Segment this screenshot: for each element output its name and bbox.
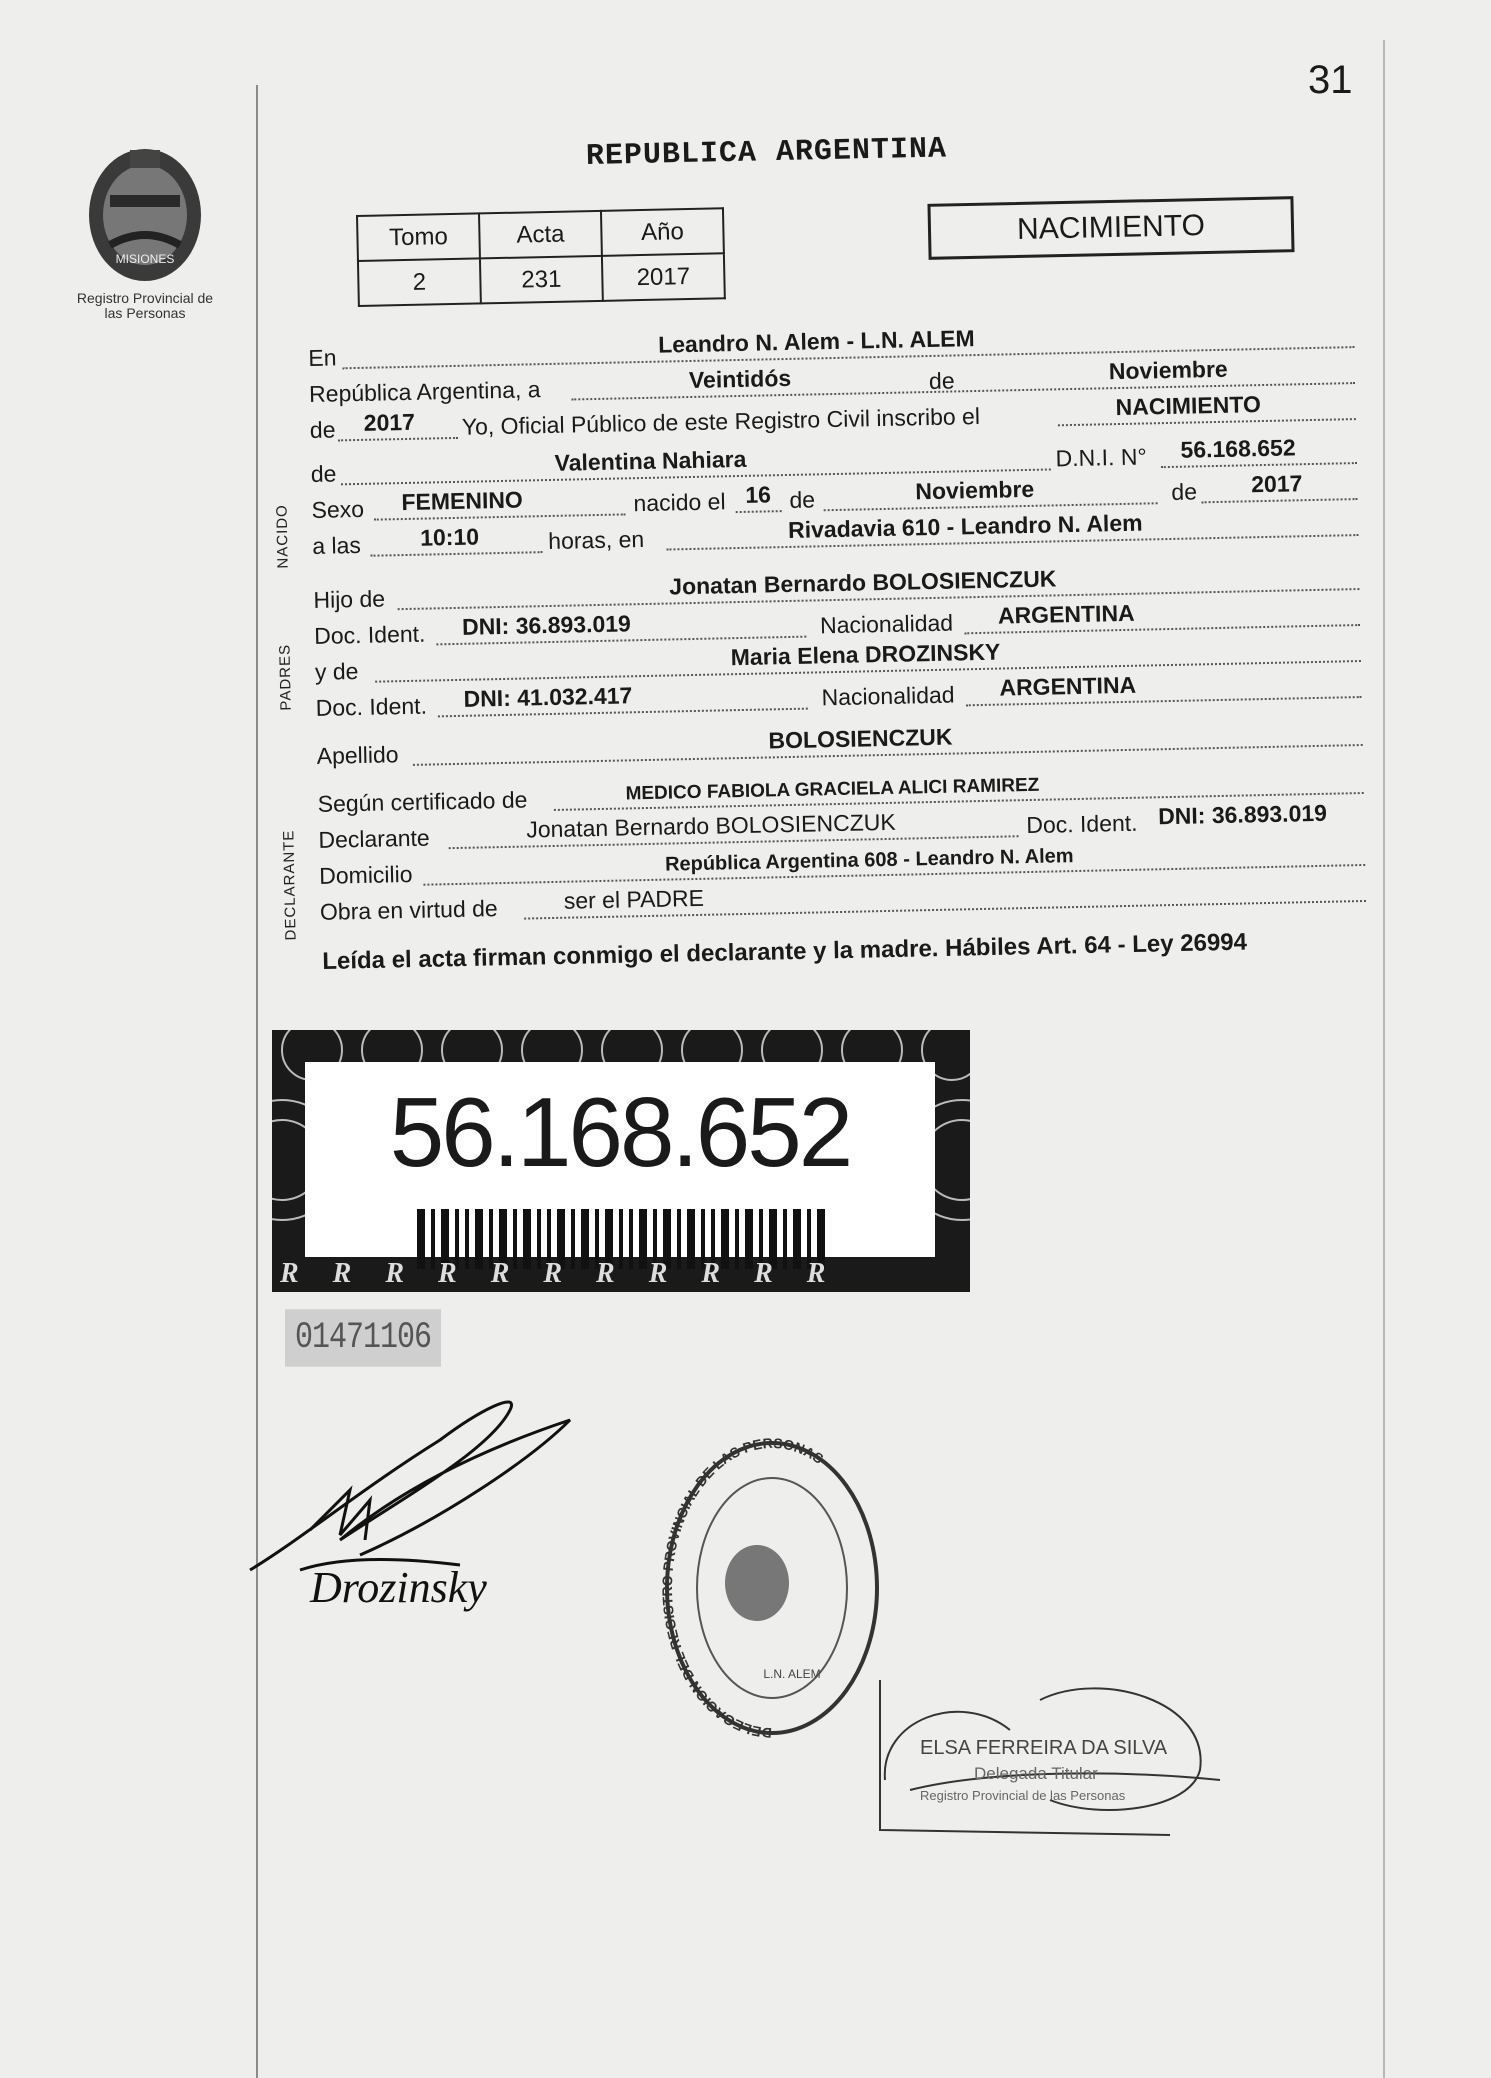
mother-nationality: ARGENTINA [999,671,1137,701]
side-label-padres: PADRES [276,643,295,711]
born-label: nacido el [633,488,726,517]
mother-doc: DNI: 41.032.417 [463,682,633,712]
row-date [308,355,1228,410]
row-time-place [312,509,1143,562]
declarante-label: Declarante [318,824,430,853]
declarant-doc-label: Doc. Ident. [1026,809,1138,839]
official-seal [652,1428,892,1748]
side-label-declarante: DECLARANTE [280,829,300,941]
birth-month: Noviembre [915,475,1035,505]
docident-label: Doc. Ident. [315,692,428,721]
delegate-office: Registro Provincial de las Personas [920,1788,1126,1803]
certifier-value: MEDICO FABIOLA GRACIELA ALICI RAMIREZ [625,774,1040,805]
birth-place: Rivadavia 610 - Leandro N. Alem [787,509,1143,543]
reference-table [356,207,726,307]
page-edge [1383,40,1385,2078]
sexo-label: Sexo [311,495,365,523]
registry-name: Registro Provincial de las Personas [76,290,214,321]
nacionalidad-label: Nacionalidad [819,609,954,639]
year-value: 2017 [363,408,416,436]
left-margin-line [256,85,258,2078]
declarant-name: Jonatan Bernardo BOLOSIENCZUK [526,808,896,843]
birth-day: 16 [745,481,772,508]
birth-time: 10:10 [419,523,480,551]
ref-header-tomo: Tomo [357,213,480,261]
address-value: República Argentina 608 - Leandro N. Alem [664,845,1074,876]
coat-of-arms-icon [80,135,210,285]
sticker-security-letters: RRRRRRRRRRR [280,1258,860,1289]
de-label: de [310,460,337,487]
registry-logo [70,135,220,335]
id-number-sticker [272,1030,970,1292]
surname-value: BOLOSIENCZUK [768,723,953,754]
yde-label: y de [314,658,359,685]
capacity-value: ser el PADRE [563,884,705,914]
child-name: Valentina Nahiara [554,445,747,476]
child-dni: 56.168.652 [1180,434,1296,463]
delegate-name: ELSA FERREIRA DA SILVA [920,1737,1168,1759]
obra-label: Obra en virtud de [319,895,498,925]
document-title: REPUBLICA ARGENTINA [585,132,948,174]
signatures [240,1370,580,1630]
statement-text: Yo, Oficial Público de este Registro Civil inscribo el [461,402,981,440]
de-label: de [789,486,816,513]
father-nationality: ARGENTINA [997,599,1135,629]
alas-label: a las [312,531,362,559]
ref-value-tomo: 2 [358,258,481,306]
side-label-nacido: NACIDO [273,504,292,569]
sticker-number: 56.168.652 [389,1077,851,1187]
republica-label: República Argentina, a [308,376,541,407]
birth-year: 2017 [1250,470,1303,498]
act-type-box: NACIMIENTO [927,196,1294,260]
day-value: Veintidós [688,364,792,394]
page-number: 31 [1308,58,1353,102]
domicilio-label: Domicilio [318,860,413,889]
en-label: En [308,344,337,371]
declarant-doc: DNI: 36.893.019 [1157,799,1328,830]
svg-text:L.N. ALEM: L.N. ALEM [763,1667,821,1681]
row-mother [314,638,1001,688]
row-capacity [319,884,705,928]
place-value: Leandro N. Alem - L.N. ALEM [657,325,975,358]
legal-statement: Leída el acta firman conmigo el declarante y la madre. Hábiles Art. 64 - Ley 26994 [322,928,1248,975]
dni-label: D.N.I. N° [1055,443,1147,472]
ref-header-ano: Año [601,208,724,256]
mother-name: Maria Elena DROZINSKY [730,638,1001,671]
father-doc: DNI: 36.893.019 [461,610,632,640]
sticker-number-panel [305,1062,935,1257]
hijo-label: Hijo de [313,585,386,613]
row-place [308,325,975,374]
row-certificate [317,774,1040,820]
ref-value-ano: 2017 [602,253,725,301]
ref-header-acta: Acta [479,211,602,259]
nacionalidad-label: Nacionalidad [821,681,955,711]
de-label: de [309,416,336,443]
de-label: de [928,367,955,395]
row-address [318,845,1074,892]
docident-label: Doc. Ident. [313,620,426,649]
month-value: Noviembre [1108,355,1228,385]
apellido-label: Apellido [316,741,399,769]
birth-record-form [273,318,1368,941]
ref-value-acta: 231 [480,256,603,304]
serial-number: 01471106 [285,1309,441,1367]
horas-label: horas, en [547,526,645,555]
mother-signature: Drozinsky [310,1563,487,1612]
row-father [313,565,1057,616]
de-label: de [1171,478,1198,505]
svg-text:MISIONES: MISIONES [115,252,175,266]
father-name: Jonatan Bernardo BOLOSIENCZUK [668,565,1057,600]
sex-value: FEMENINO [401,486,524,516]
delegate-role: Delegada Titular [974,1764,1098,1783]
row-surname [316,723,953,772]
cert-label: Según certificado de [317,786,528,817]
act-inscribed: NACIMIENTO [1115,391,1262,421]
svg-text:DELEGACION DEL REGISTRO PROVIN: DELEGACION DEL REGISTRO PROVINCIAL DE LAS PERSONAS [658,1434,827,1742]
